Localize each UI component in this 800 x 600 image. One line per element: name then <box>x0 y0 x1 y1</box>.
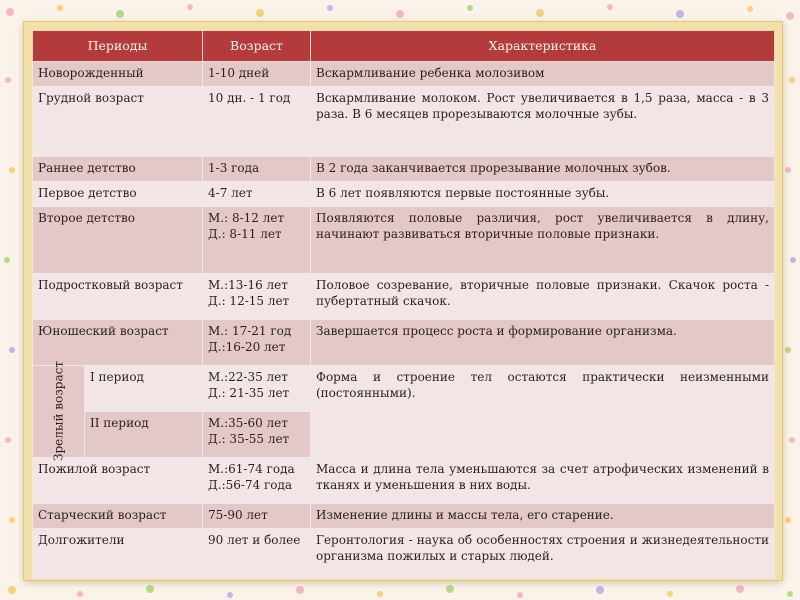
characteristic-cell: Появляются половые различия, рост увеличивается в длину, начинают развиваться вторичные половые признаки. <box>311 206 775 273</box>
period-cell: Старческий возраст <box>33 503 203 528</box>
period-cell: Грудной возраст <box>33 86 203 156</box>
characteristic-cell: Половое созревание, вторичные половые признаки. Скачок роста - пубертатный скачок. <box>311 273 775 319</box>
table-row <box>33 528 775 578</box>
header-age: Возраст <box>203 31 311 62</box>
age-cell: 90 лет и более <box>203 528 311 578</box>
table-row <box>33 86 775 156</box>
table-row <box>33 273 775 319</box>
age-cell: 10 дн. - 1 год <box>203 86 311 156</box>
characteristic-cell: Изменение длины и массы тела, его старение. <box>311 503 775 528</box>
subperiod-cell: I период <box>85 365 203 411</box>
table-row <box>33 181 775 206</box>
table-row <box>33 206 775 273</box>
age-male: М.: 17-21 год <box>208 323 292 338</box>
characteristic-cell: Масса и длина тела уменьшаются за счет атрофических изменений в тканях и уменьшения в них воды. <box>311 457 775 503</box>
age-male: М.:35-60 лет <box>208 415 288 430</box>
mature-age-group-cell <box>33 361 85 462</box>
period-cell: Долгожители <box>33 528 203 578</box>
table-row <box>33 156 775 181</box>
age-cell: 1-10 дней <box>203 62 311 87</box>
age-male: М.: 8-12 лет <box>208 210 285 225</box>
characteristic-cell: Геронтология - наука об особенностях строения и жизнедеятельности организма пожилых и старых людей. <box>311 528 775 578</box>
period-cell: Первое детство <box>33 181 203 206</box>
characteristic-cell: Завершается процесс роста и формирование организма. <box>311 319 775 365</box>
age-female: Д.: 35-55 лет <box>208 431 290 446</box>
characteristic-cell: В 2 года заканчивается прорезывание молочных зубов. <box>311 156 775 181</box>
age-male: М.:13-16 лет <box>208 277 288 292</box>
characteristic-cell: Вскармливание ребенка молозивом <box>311 62 775 87</box>
period-cell: Раннее детство <box>33 156 203 181</box>
header-characteristic: Характеристика <box>311 31 775 62</box>
age-female: Д.:56-74 года <box>208 477 293 492</box>
header-periods: Периоды <box>33 31 203 62</box>
age-male: М.:61-74 года <box>208 461 295 476</box>
subperiod-cell: II период <box>85 411 203 457</box>
age-cell <box>203 206 311 273</box>
table-row <box>33 457 775 503</box>
age-cell: 4-7 лет <box>203 181 311 206</box>
characteristic-cell: Вскармливание молоком. Рост увеличивается в 1,5 раза, масса - в 3 раза. В 6 месяцев прорезываются молочные зубы. <box>311 86 775 156</box>
age-female: Д.:16-20 лет <box>208 339 286 354</box>
table-row <box>33 62 775 87</box>
period-cell: Пожилой возраст <box>33 457 203 503</box>
table-row <box>33 503 775 528</box>
period-cell: Подростковый возраст <box>33 273 203 319</box>
age-periods-table <box>32 30 775 579</box>
characteristic-cell: Форма и строение тел остаются практически неизменными (постоянными). <box>311 365 775 457</box>
age-cell <box>203 273 311 319</box>
mature-age-label: Зрелый возраст <box>51 361 65 462</box>
period-cell: Второе детство <box>33 206 203 273</box>
age-cell <box>203 457 311 503</box>
characteristic-cell: В 6 лет появляются первые постоянные зубы. <box>311 181 775 206</box>
age-cell <box>203 365 311 411</box>
age-female: Д.: 12-15 лет <box>208 293 290 308</box>
age-female: Д.: 8-11 лет <box>208 226 282 241</box>
period-cell: Новорожденный <box>33 62 203 87</box>
age-male: М.:22-35 лет <box>208 369 288 384</box>
age-cell: 1-3 года <box>203 156 311 181</box>
age-cell <box>203 411 311 457</box>
age-female: Д.: 21-35 лет <box>208 385 290 400</box>
table-header-row <box>33 31 775 62</box>
period-cell: Юношеский возраст <box>33 319 203 365</box>
table-row <box>33 365 775 411</box>
age-cell <box>203 319 311 365</box>
age-cell: 75-90 лет <box>203 503 311 528</box>
table-row <box>33 319 775 365</box>
